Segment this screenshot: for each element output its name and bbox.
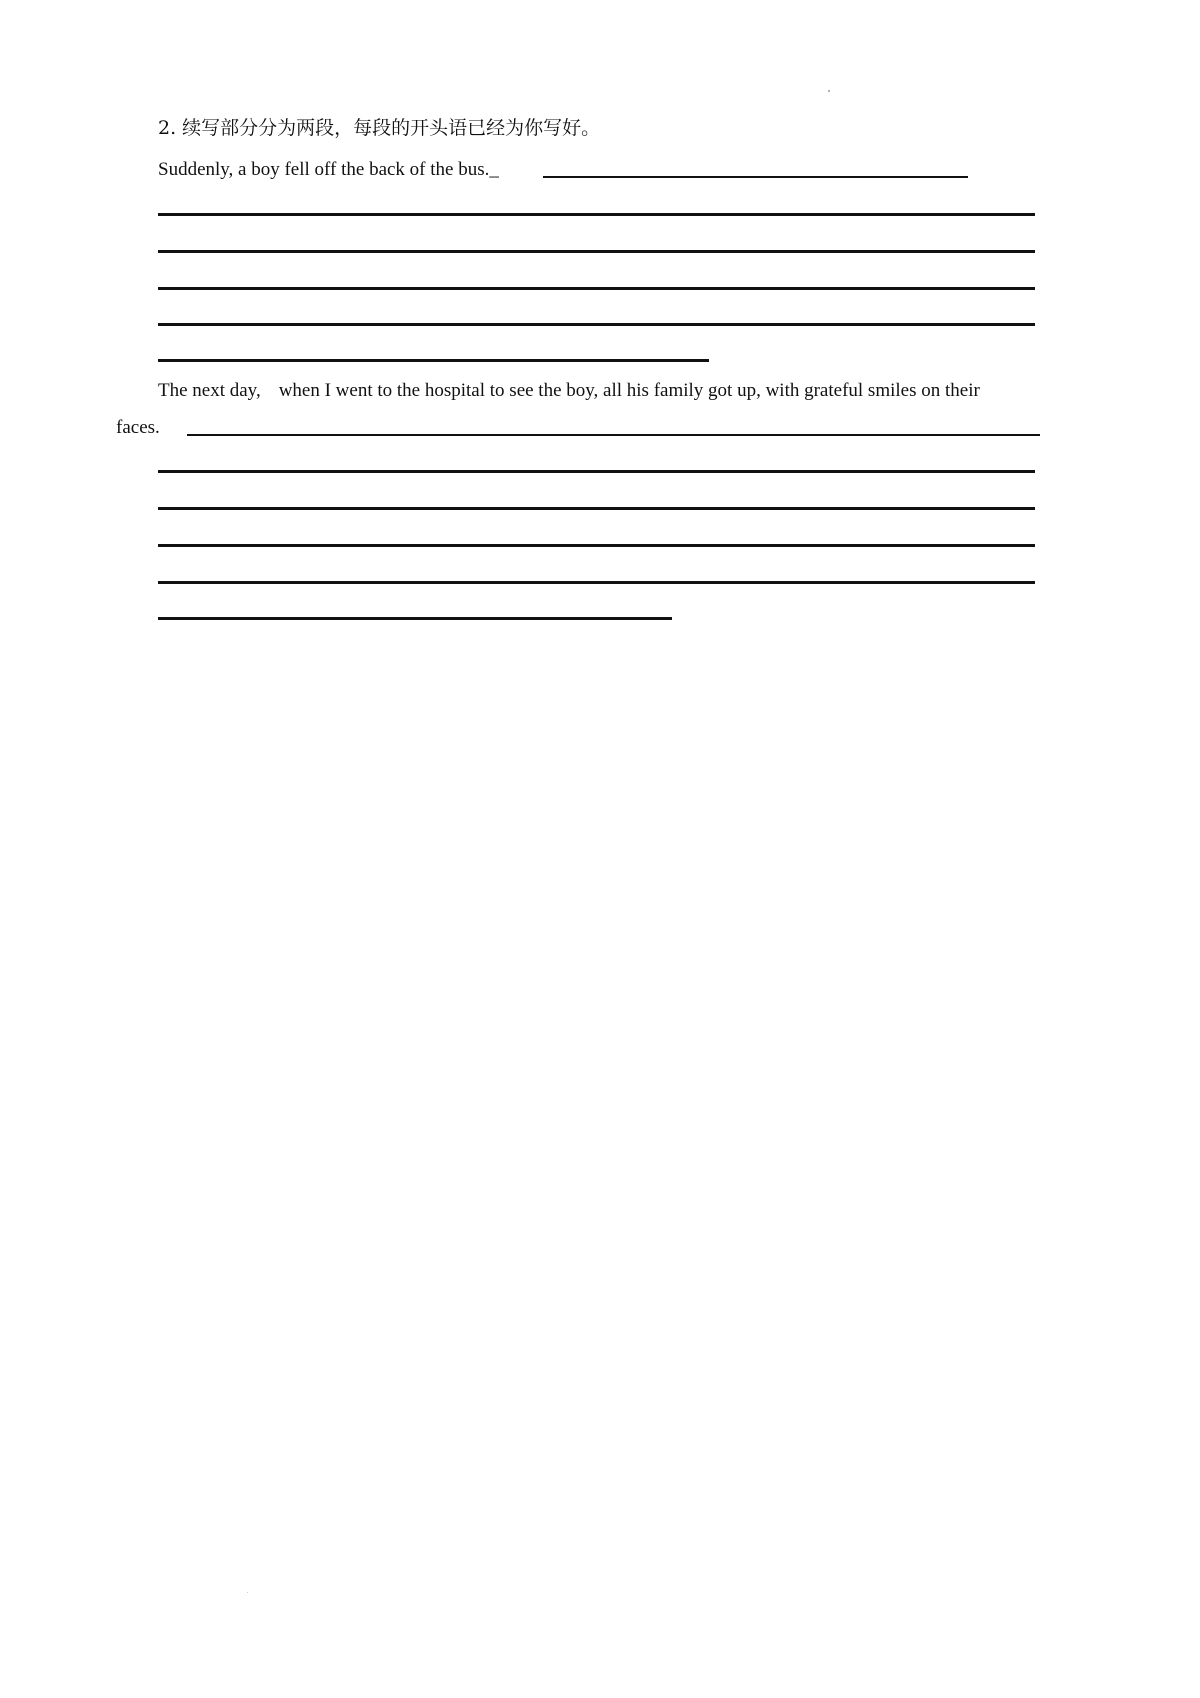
paragraph-2-opening-part-1: The next day, (158, 380, 261, 401)
instruction-text: 续写部分分为两段，每段的开头语已经为你写好。 (182, 117, 601, 139)
paragraph-2-answer-line-3[interactable] (158, 507, 1035, 510)
paragraph-1-answer-line-3[interactable] (158, 250, 1035, 253)
paragraph-1-answer-line-2[interactable] (158, 213, 1035, 216)
paragraph-2-answer-line-2[interactable] (158, 470, 1035, 473)
writing-instruction (158, 116, 600, 140)
paragraph-2-answer-line-5[interactable] (158, 581, 1035, 584)
paragraph-2-answer-line-4[interactable] (158, 544, 1035, 547)
paragraph-2-answer-line-6[interactable] (158, 617, 672, 620)
paragraph-1-opening: Suddenly, a boy fell off the back of the bus._ (158, 159, 499, 180)
paragraph-1-answer-line-6[interactable] (158, 359, 709, 362)
paragraph-2-opening (158, 379, 980, 403)
footer-mark (247, 1592, 248, 1593)
instruction-number: 2 (158, 117, 171, 139)
paragraph-2-answer-line-1[interactable] (187, 434, 1040, 436)
instruction-separator: . (170, 117, 177, 139)
paragraph-1-answer-line-5[interactable] (158, 323, 1035, 326)
paragraph-2-continuation: faces. (116, 417, 160, 438)
page-mark (828, 90, 830, 92)
paragraph-1-answer-line-4[interactable] (158, 287, 1035, 290)
paragraph-1-answer-line-1[interactable] (543, 176, 968, 178)
paragraph-2-opening-part-2: when I went to the hospital to see the boy, all his family got up, with grateful smiles on their (278, 380, 980, 401)
